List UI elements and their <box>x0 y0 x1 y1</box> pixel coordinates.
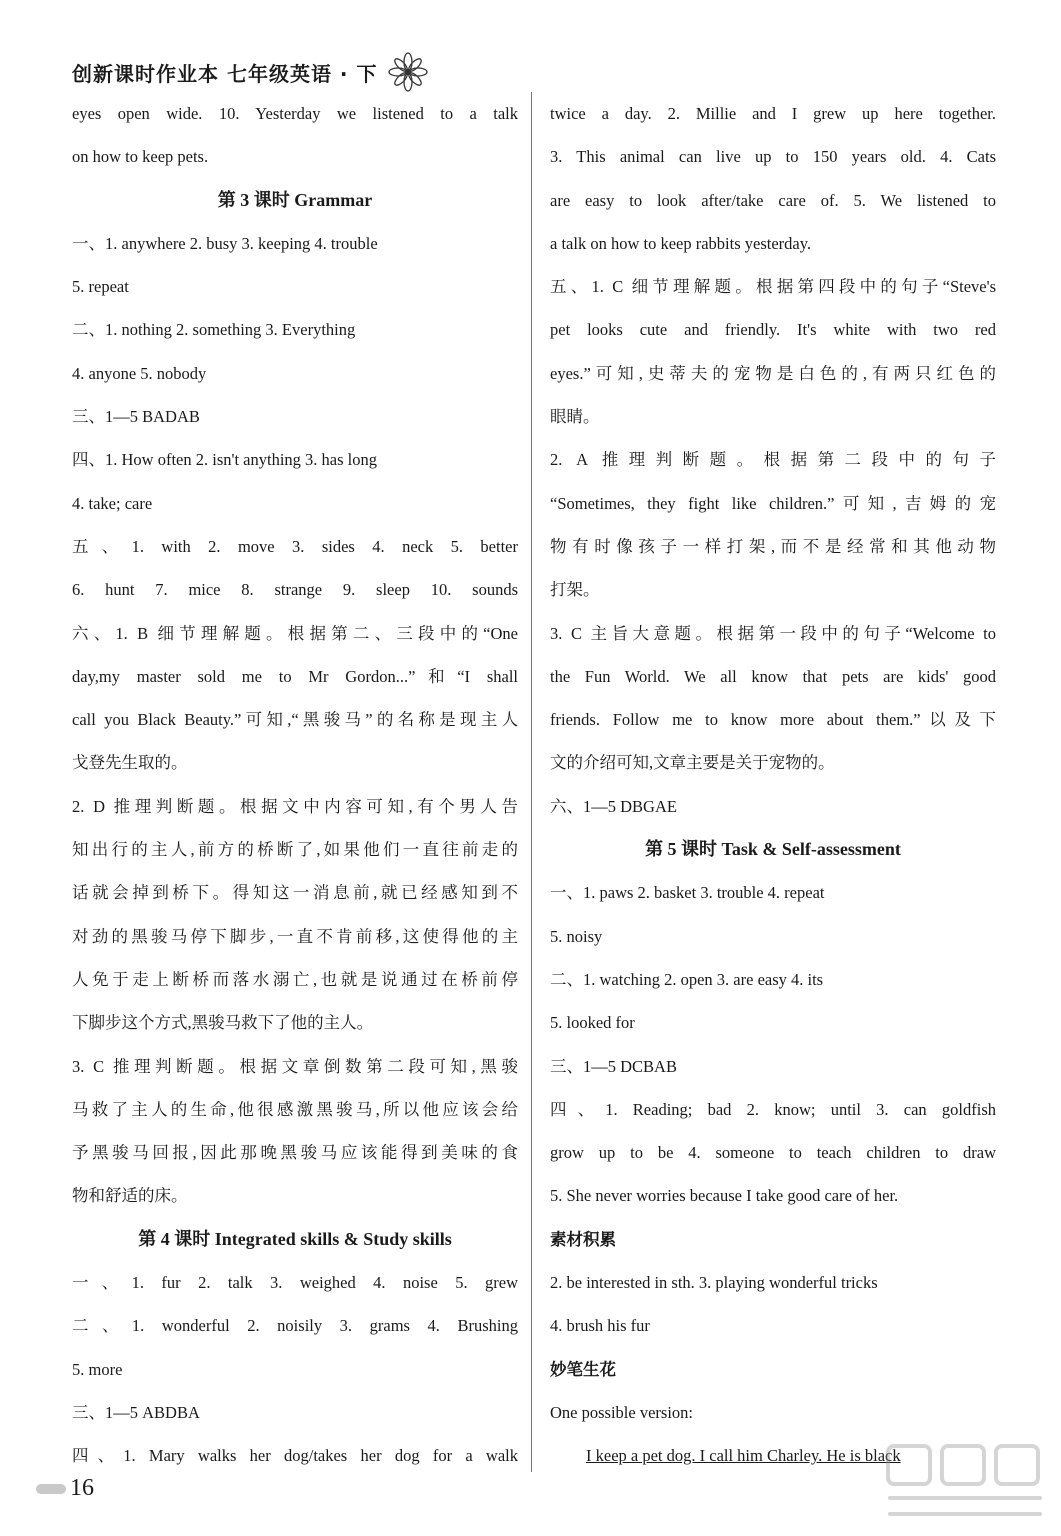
right-column <box>550 92 996 1478</box>
answer-line: “Sometimes, they fight like children.”可知,吉姆的宠 <box>550 493 996 513</box>
answer-line: 三、1—5 ABDBA <box>72 1402 200 1422</box>
page-number: 16 <box>70 1475 94 1501</box>
answer-line: 三、1—5 BADAB <box>72 407 200 427</box>
section-heading: 第 4 课时 Integrated skills & Study skills <box>138 1228 452 1249</box>
answer-line: 二、1. wonderful 2. noisily 3. grams 4. Brushing <box>72 1316 518 1336</box>
answer-line: 5. noisy <box>550 926 603 946</box>
answer-line: 一、1. anywhere 2. busy 3. keeping 4. trouble <box>72 233 378 253</box>
answer-line: 素材积累 <box>550 1229 616 1249</box>
answer-line: on how to keep pets. <box>72 147 209 167</box>
answer-line: I keep a pet dog. I call him Charley. He is black <box>586 1446 901 1466</box>
answer-line: 人免于走上断桥而落水溺亡,也就是说通过在桥前停 <box>72 969 518 989</box>
answer-line: 眼睛。 <box>550 407 600 427</box>
answer-line: a talk on how to keep rabbits yesterday. <box>550 233 812 253</box>
answer-line: 四、1. Mary walks her dog/takes her dog for a walk <box>72 1446 518 1466</box>
answer-line: 三、1—5 DCBAB <box>550 1056 677 1076</box>
left-column <box>72 92 518 1478</box>
book-title: 创新课时作业本 七年级英语 · 下 <box>72 61 378 86</box>
answer-line: 四、1. How often 2. isn't anything 3. has long <box>72 450 377 470</box>
answer-line: 5. looked for <box>550 1013 635 1033</box>
answer-line: 五、1. C 细节理解题。根据第四段中的句子“Steve's <box>550 277 996 297</box>
answer-line: twice a day. 2. Millie and I grew up here together. <box>550 104 996 123</box>
answer-line: 5. repeat <box>72 277 129 297</box>
answer-line: 2. be interested in sth. 3. playing wonderful tricks <box>550 1273 878 1293</box>
answer-line: 2. A 推理判断题。根据第二段中的句子 <box>550 450 996 470</box>
page-footer <box>36 1475 94 1502</box>
answer-line: 知出行的主人,前方的桥断了,如果他们一直往前走的 <box>72 840 518 860</box>
answer-line: 四、1. Reading; bad 2. know; until 3. can goldfish <box>550 1099 996 1119</box>
column-divider <box>531 92 532 1472</box>
answer-line: 一、1. paws 2. basket 3. trouble 4. repeat <box>550 883 825 903</box>
answer-line: eyes open wide. 10. Yesterday we listened to a talk <box>72 104 518 123</box>
answer-line: 4. brush his fur <box>550 1316 650 1336</box>
section-heading: 第 5 课时 Task & Self-assessment <box>645 839 901 860</box>
answer-line: 六、1. B 细节理解题。根据第二、三段中的“One <box>72 623 518 643</box>
page-header <box>72 54 428 90</box>
answer-line: pet looks cute and friendly. It's white with two red <box>550 320 996 340</box>
answer-line: friends. Follow me to know more about them.”以及下 <box>550 710 996 730</box>
answer-line: 予黑骏马回报,因此那晚黑骏马应该能得到美味的食 <box>72 1143 518 1163</box>
answer-line: 对劲的黑骏马停下脚步,一直不肯前移,这使得他的主 <box>72 926 518 946</box>
answer-line: 6. hunt 7. mice 8. strange 9. sleep 10. sounds <box>72 580 518 600</box>
section-heading: 第 3 课时 Grammar <box>217 189 373 210</box>
answer-line: 一、1. fur 2. talk 3. weighed 4. noise 5. grew <box>72 1273 518 1293</box>
answer-line: One possible version: <box>550 1402 693 1422</box>
answer-line: 文的介绍可知,文章主要是关于宠物的。 <box>550 753 835 773</box>
answer-line: 二、1. watching 2. open 3. are easy 4. its <box>550 969 824 989</box>
answer-line: 3. C 推理判断题。根据文章倒数第二段可知,黑骏 <box>72 1056 518 1076</box>
answer-line: eyes.”可知,史蒂夫的宠物是白色的,有两只红色的 <box>550 363 996 383</box>
answer-line: 物有时像孩子一样打架,而不是经常和其他动物 <box>550 536 996 556</box>
answer-line: 马救了主人的生命,他很感激黑骏马,所以他应该会给 <box>72 1099 518 1119</box>
answer-line: call you Black Beauty.”可知,“黑骏马”的名称是现主人 <box>72 710 518 730</box>
answer-line: 话就会掉到桥下。得知这一消息前,就已经感知到不 <box>72 883 518 903</box>
answer-line: 4. take; care <box>72 493 153 513</box>
answer-line: 六、1—5 DBGAE <box>550 796 677 816</box>
answer-line: 3. This animal can live up to 150 years old. 4. Cats <box>550 147 996 167</box>
answer-line: 二、1. nothing 2. something 3. Everything <box>72 320 356 340</box>
answer-line: day,my master sold me to Mr Gordon...”和“I shall <box>72 666 518 686</box>
answer-line: the Fun World. We all know that pets are kids' good <box>550 666 996 686</box>
answer-line: 5. She never worries because I take good care of her. <box>550 1186 899 1206</box>
answer-line: are easy to look after/take care of. 5. We listened to <box>550 190 996 210</box>
page-tab-icon <box>36 1484 66 1494</box>
answer-line: 戈登先生取的。 <box>72 753 188 773</box>
answer-line: 打架。 <box>550 580 600 600</box>
answer-line: 物和舒适的床。 <box>72 1186 188 1206</box>
answer-line: grow up to be 4. someone to teach children to draw <box>550 1143 996 1163</box>
answer-line: 妙笔生花 <box>550 1359 616 1379</box>
answer-line: 4. anyone 5. nobody <box>72 363 207 383</box>
answer-line: 五、1. with 2. move 3. sides 4. neck 5. better <box>72 536 518 556</box>
answer-line: 5. more <box>72 1359 123 1379</box>
answer-line: 3. C 主旨大意题。根据第一段中的句子“Welcome to <box>550 623 996 643</box>
watermark-logo <box>880 1440 1050 1530</box>
answer-line: 2. D 推理判断题。根据文中内容可知,有个男人告 <box>72 796 518 816</box>
flower-icon <box>388 52 428 92</box>
answer-line: 下脚步这个方式,黑骏马救下了他的主人。 <box>72 1013 374 1033</box>
